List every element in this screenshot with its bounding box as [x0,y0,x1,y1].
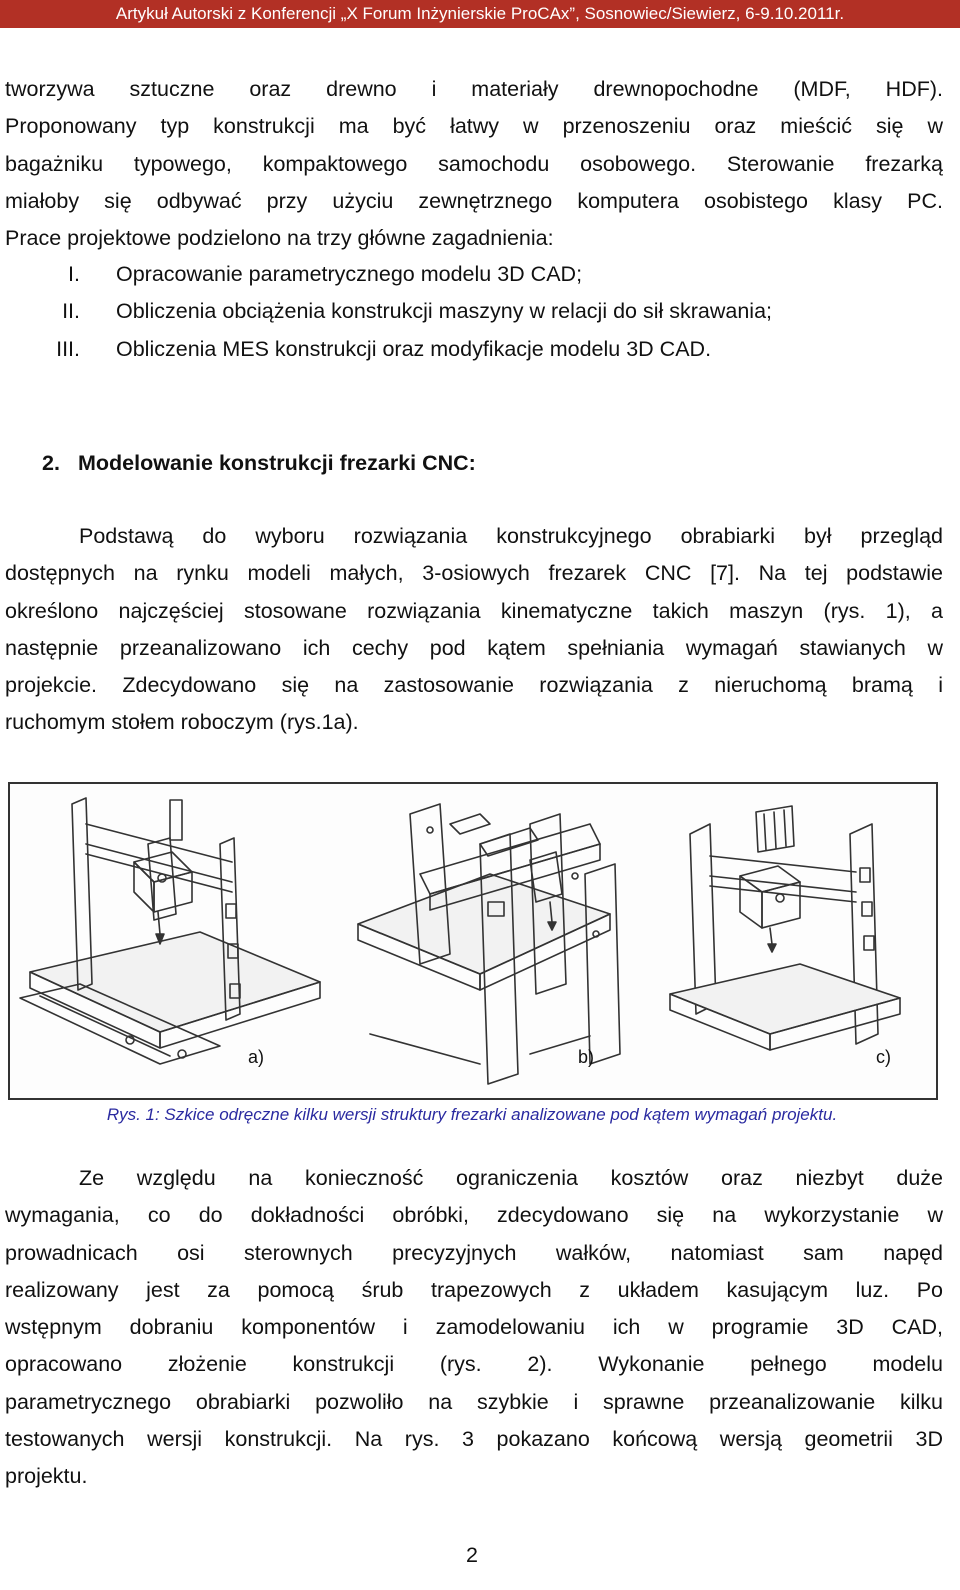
paragraph-line: dostępnych na rynku modeli małych, 3-osiowych frezarek CNC [7]. Na tej podstawie [5,561,943,586]
task-list [0,256,940,368]
paragraph-line: parametrycznego obrabiarki pozwoliło na szybkie i sprawne przeanalizowanie kilku [5,1389,943,1414]
section-number: 2. [42,451,60,475]
figure-label-a: a) [248,1047,265,1067]
sketch-b [358,804,620,1084]
intro-line: Proponowany typ konstrukcji ma być łatwy w przenoszeniu oraz mieścić się w [5,114,943,139]
paragraph-line: ruchomym stołem roboczym (rys.1a). [5,710,359,735]
paragraph-line: prowadnicach osi sterownych precyzyjnych wałków, natomiast sam napęd [5,1240,943,1265]
figure-label-c: c) [876,1047,891,1067]
list-item [0,331,940,368]
paragraph-line: Ze względu na konieczność ograniczenia kosztów oraz niezbyt duże [79,1166,943,1190]
list-item [0,293,940,330]
figure-label-b: b) [578,1047,595,1067]
sketch-a [20,798,320,1064]
milling-machine-sketches [10,784,936,1098]
page-number: 2 [466,1543,478,1567]
conference-header: Artykuł Autorski z Konferencji „X Forum Inżynierskie ProCAx”, Sosnowiec/Siewierz, 6-9.10.2011r. [0,0,960,28]
paragraph-line: realizowany jest za pomocą śrub trapezowych z układem kasującym luz. Po [5,1277,943,1302]
sketch-figure [8,782,938,1100]
list-item-text: Obliczenia obciążenia konstrukcji maszyny w relacji do sił skrawania; [116,299,773,324]
intro-line: tworzywa sztuczne oraz drewno i materiały drewnopochodne (MDF, HDF). [5,77,943,101]
section-title: Modelowanie konstrukcji frezarki CNC: [78,451,476,475]
list-item-text: Obliczenia MES konstrukcji oraz modyfikacje modelu 3D CAD. [116,336,712,361]
list-item [0,256,940,293]
section-heading [42,447,476,479]
section-paragraph-1 [5,518,943,742]
intro-line: miałoby się odbywać przy użyciu zewnętrznego komputera osobistego klasy PC. [5,188,943,213]
intro-line: bagażniku typowego, kompaktowego samochodu osobowego. Sterowanie frezarką [5,151,943,176]
intro-line: Prace projektowe podzielono na trzy główne zagadnienia: [5,226,554,251]
sketch-c [670,806,900,1050]
paragraph-line: następnie przeanalizowano ich cechy pod kątem spełniania wymagań stawianych w [5,635,943,660]
paragraph-line: Podstawą do wyboru rozwiązania konstrukcyjnego obrabiarki był przegląd [79,524,943,548]
paragraph-line: określono najczęściej stosowane rozwiązania kinematyczne takich maszyn (rys. 1), a [5,598,943,623]
paragraph-line: wstępnym dobraniu komponentów i zamodelowaniu ich w programie 3D CAD, [5,1315,943,1340]
paragraph-line: wymagania, co do dokładności obróbki, zdecydowano się na wykorzystanie w [5,1203,943,1228]
paragraph-line: projektu. [5,1464,88,1489]
section-paragraph-2 [5,1160,943,1496]
paragraph-line: opracowano złożenie konstrukcji (rys. 2). Wykonanie pełnego modelu [5,1352,943,1377]
list-item-text: Opracowanie parametrycznego modelu 3D CAD; [116,262,583,286]
list-item-number: III. [56,336,80,361]
paragraph-line: projekcie. Zdecydowano się na zastosowanie rozwiązania z nieruchomą bramą i [5,673,943,698]
list-item-number: I. [68,262,80,286]
list-item-number: II. [62,299,80,324]
intro-paragraph [5,71,943,257]
paragraph-line: testowanych wersji konstrukcji. Na rys. 3 pokazano końcową wersją geometrii 3D [5,1427,943,1452]
figure-caption: Rys. 1: Szkice odręczne kilku wersji struktury frezarki analizowane pod kątem wymagań projektu. [106,1105,838,1124]
